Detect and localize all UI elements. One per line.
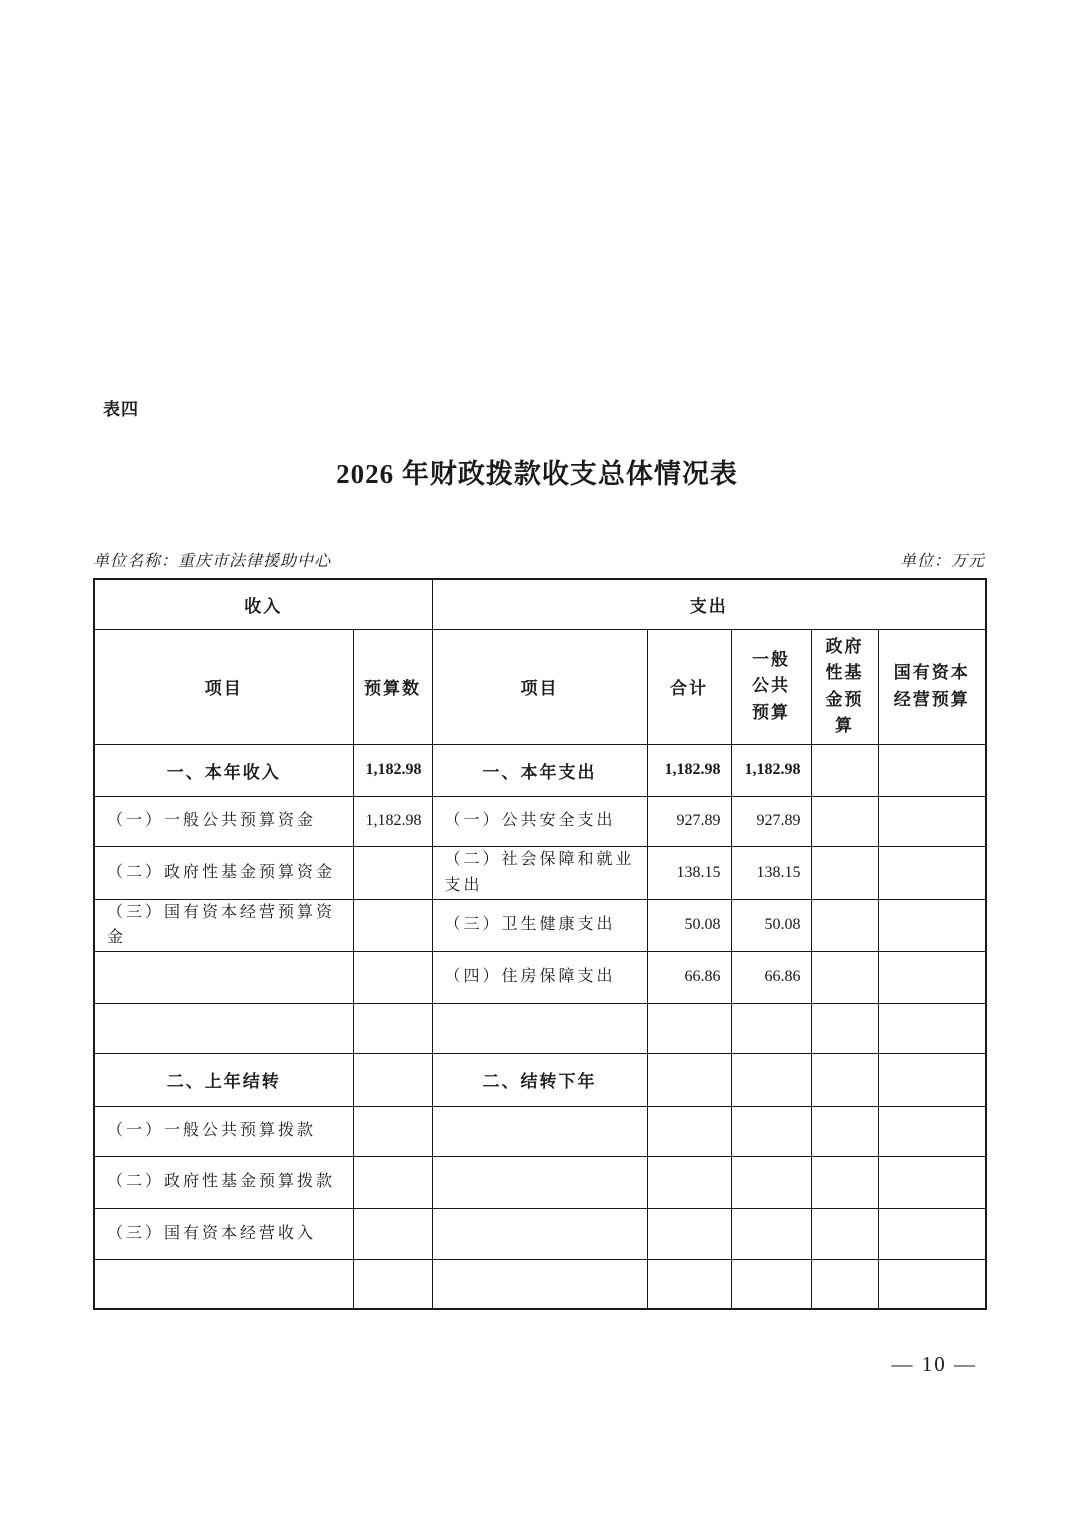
- gov-fund-cell: [811, 796, 878, 846]
- col-header-total: 合计: [647, 629, 731, 744]
- general-public-cell: 66.86: [731, 951, 811, 1003]
- income-item-cell: （二）政府性基金预算资金: [94, 846, 353, 899]
- table-row-current-year-total: [94, 744, 986, 796]
- total-cell: 1,182.98: [647, 744, 731, 796]
- total-cell: [647, 1208, 731, 1259]
- page-number: — 10 —: [891, 1352, 977, 1376]
- column-header-row: [94, 629, 986, 744]
- income-item-cell: （一）一般公共预算拨款: [94, 1106, 353, 1156]
- income-group-header: 收入: [94, 579, 432, 629]
- state-capital-cell: [878, 846, 986, 899]
- expense-item-cell: [432, 1208, 647, 1259]
- budget-table: [93, 578, 987, 1310]
- general-public-cell: 50.08: [731, 899, 811, 951]
- table-row: [94, 951, 986, 1003]
- col-header-general-public-budget: 一般公共预算: [731, 629, 811, 744]
- col-header-state-capital-budget: 国有资本经营预算: [878, 629, 986, 744]
- total-cell: 50.08: [647, 899, 731, 951]
- general-public-cell: [731, 1106, 811, 1156]
- table-row: [94, 846, 986, 899]
- state-capital-cell: [878, 796, 986, 846]
- table-row-empty: [94, 1003, 986, 1053]
- income-budget-cell: [353, 1003, 432, 1053]
- general-public-cell: 927.89: [731, 796, 811, 846]
- gov-fund-cell: [811, 846, 878, 899]
- state-capital-cell: [878, 1259, 986, 1309]
- document-title: 2026 年财政拨款收支总体情况表: [336, 459, 738, 489]
- general-public-cell: [731, 1003, 811, 1053]
- expense-item-cell: [432, 1003, 647, 1053]
- table-row: [94, 1208, 986, 1259]
- general-public-cell: [731, 1208, 811, 1259]
- state-capital-cell: [878, 1156, 986, 1208]
- income-budget-cell: [353, 1156, 432, 1208]
- gov-fund-cell: [811, 1208, 878, 1259]
- income-item-cell: （三）国有资本经营收入: [94, 1208, 353, 1259]
- expense-item-cell: 一、本年支出: [432, 744, 647, 796]
- expense-item-cell: [432, 1259, 647, 1309]
- total-cell: [647, 1156, 731, 1208]
- state-capital-cell: [878, 1003, 986, 1053]
- col-header-income-item: 项目: [94, 629, 353, 744]
- gov-fund-cell: [811, 1053, 878, 1106]
- total-cell: [647, 1106, 731, 1156]
- gov-fund-cell: [811, 899, 878, 951]
- income-item-cell: （一）一般公共预算资金: [94, 796, 353, 846]
- group-header-row: [94, 579, 986, 629]
- income-budget-cell: [353, 1259, 432, 1309]
- income-budget-cell: [353, 846, 432, 899]
- general-public-cell: 138.15: [731, 846, 811, 899]
- gov-fund-cell: [811, 1156, 878, 1208]
- income-item-cell: 二、上年结转: [94, 1053, 353, 1106]
- income-item-cell: [94, 951, 353, 1003]
- state-capital-cell: [878, 1053, 986, 1106]
- general-public-cell: [731, 1156, 811, 1208]
- income-item-cell: （三）国有资本经营预算资金: [94, 899, 353, 951]
- col-header-income-budget: 预算数: [353, 629, 432, 744]
- expense-group-header: 支出: [432, 579, 986, 629]
- income-item-cell: [94, 1259, 353, 1309]
- expense-item-cell: （二）社会保障和就业支出: [432, 846, 647, 899]
- total-cell: [647, 1053, 731, 1106]
- col-header-gov-fund-budget: 政府性基金预算: [811, 629, 878, 744]
- expense-item-cell: 二、结转下年: [432, 1053, 647, 1106]
- table-row: [94, 796, 986, 846]
- income-budget-cell: [353, 951, 432, 1003]
- total-cell: 66.86: [647, 951, 731, 1003]
- income-budget-cell: 1,182.98: [353, 744, 432, 796]
- general-public-cell: [731, 1259, 811, 1309]
- table-row-empty: [94, 1259, 986, 1309]
- expense-item-cell: [432, 1106, 647, 1156]
- expense-item-cell: （一）公共安全支出: [432, 796, 647, 846]
- state-capital-cell: [878, 951, 986, 1003]
- expense-item-cell: （三）卫生健康支出: [432, 899, 647, 951]
- gov-fund-cell: [811, 951, 878, 1003]
- total-cell: [647, 1259, 731, 1309]
- currency-unit-label: 单位：万元: [899, 553, 985, 570]
- income-budget-cell: [353, 1106, 432, 1156]
- income-item-cell: （二）政府性基金预算拨款: [94, 1156, 353, 1208]
- state-capital-cell: [878, 1106, 986, 1156]
- state-capital-cell: [878, 1208, 986, 1259]
- state-capital-cell: [878, 899, 986, 951]
- gov-fund-cell: [811, 1106, 878, 1156]
- table-row: [94, 899, 986, 951]
- table-row-carryover-section: [94, 1053, 986, 1106]
- income-item-cell: [94, 1003, 353, 1053]
- expense-item-cell: （四）住房保障支出: [432, 951, 647, 1003]
- gov-fund-cell: [811, 1003, 878, 1053]
- gov-fund-cell: [811, 1259, 878, 1309]
- state-capital-cell: [878, 744, 986, 796]
- income-budget-cell: [353, 899, 432, 951]
- income-budget-cell: [353, 1053, 432, 1106]
- income-budget-cell: [353, 1208, 432, 1259]
- total-cell: [647, 1003, 731, 1053]
- unit-info-row: [93, 548, 985, 571]
- col-header-expense-item: 项目: [432, 629, 647, 744]
- general-public-cell: 1,182.98: [731, 744, 811, 796]
- expense-item-cell: [432, 1156, 647, 1208]
- general-public-cell: [731, 1053, 811, 1106]
- table-row: [94, 1106, 986, 1156]
- income-budget-cell: 1,182.98: [353, 796, 432, 846]
- total-cell: 138.15: [647, 846, 731, 899]
- table-number-label: 表四: [103, 400, 139, 419]
- income-item-cell: 一、本年收入: [94, 744, 353, 796]
- gov-fund-cell: [811, 744, 878, 796]
- table-row: [94, 1156, 986, 1208]
- unit-name-label: 单位名称：重庆市法律援助中心: [93, 553, 332, 570]
- total-cell: 927.89: [647, 796, 731, 846]
